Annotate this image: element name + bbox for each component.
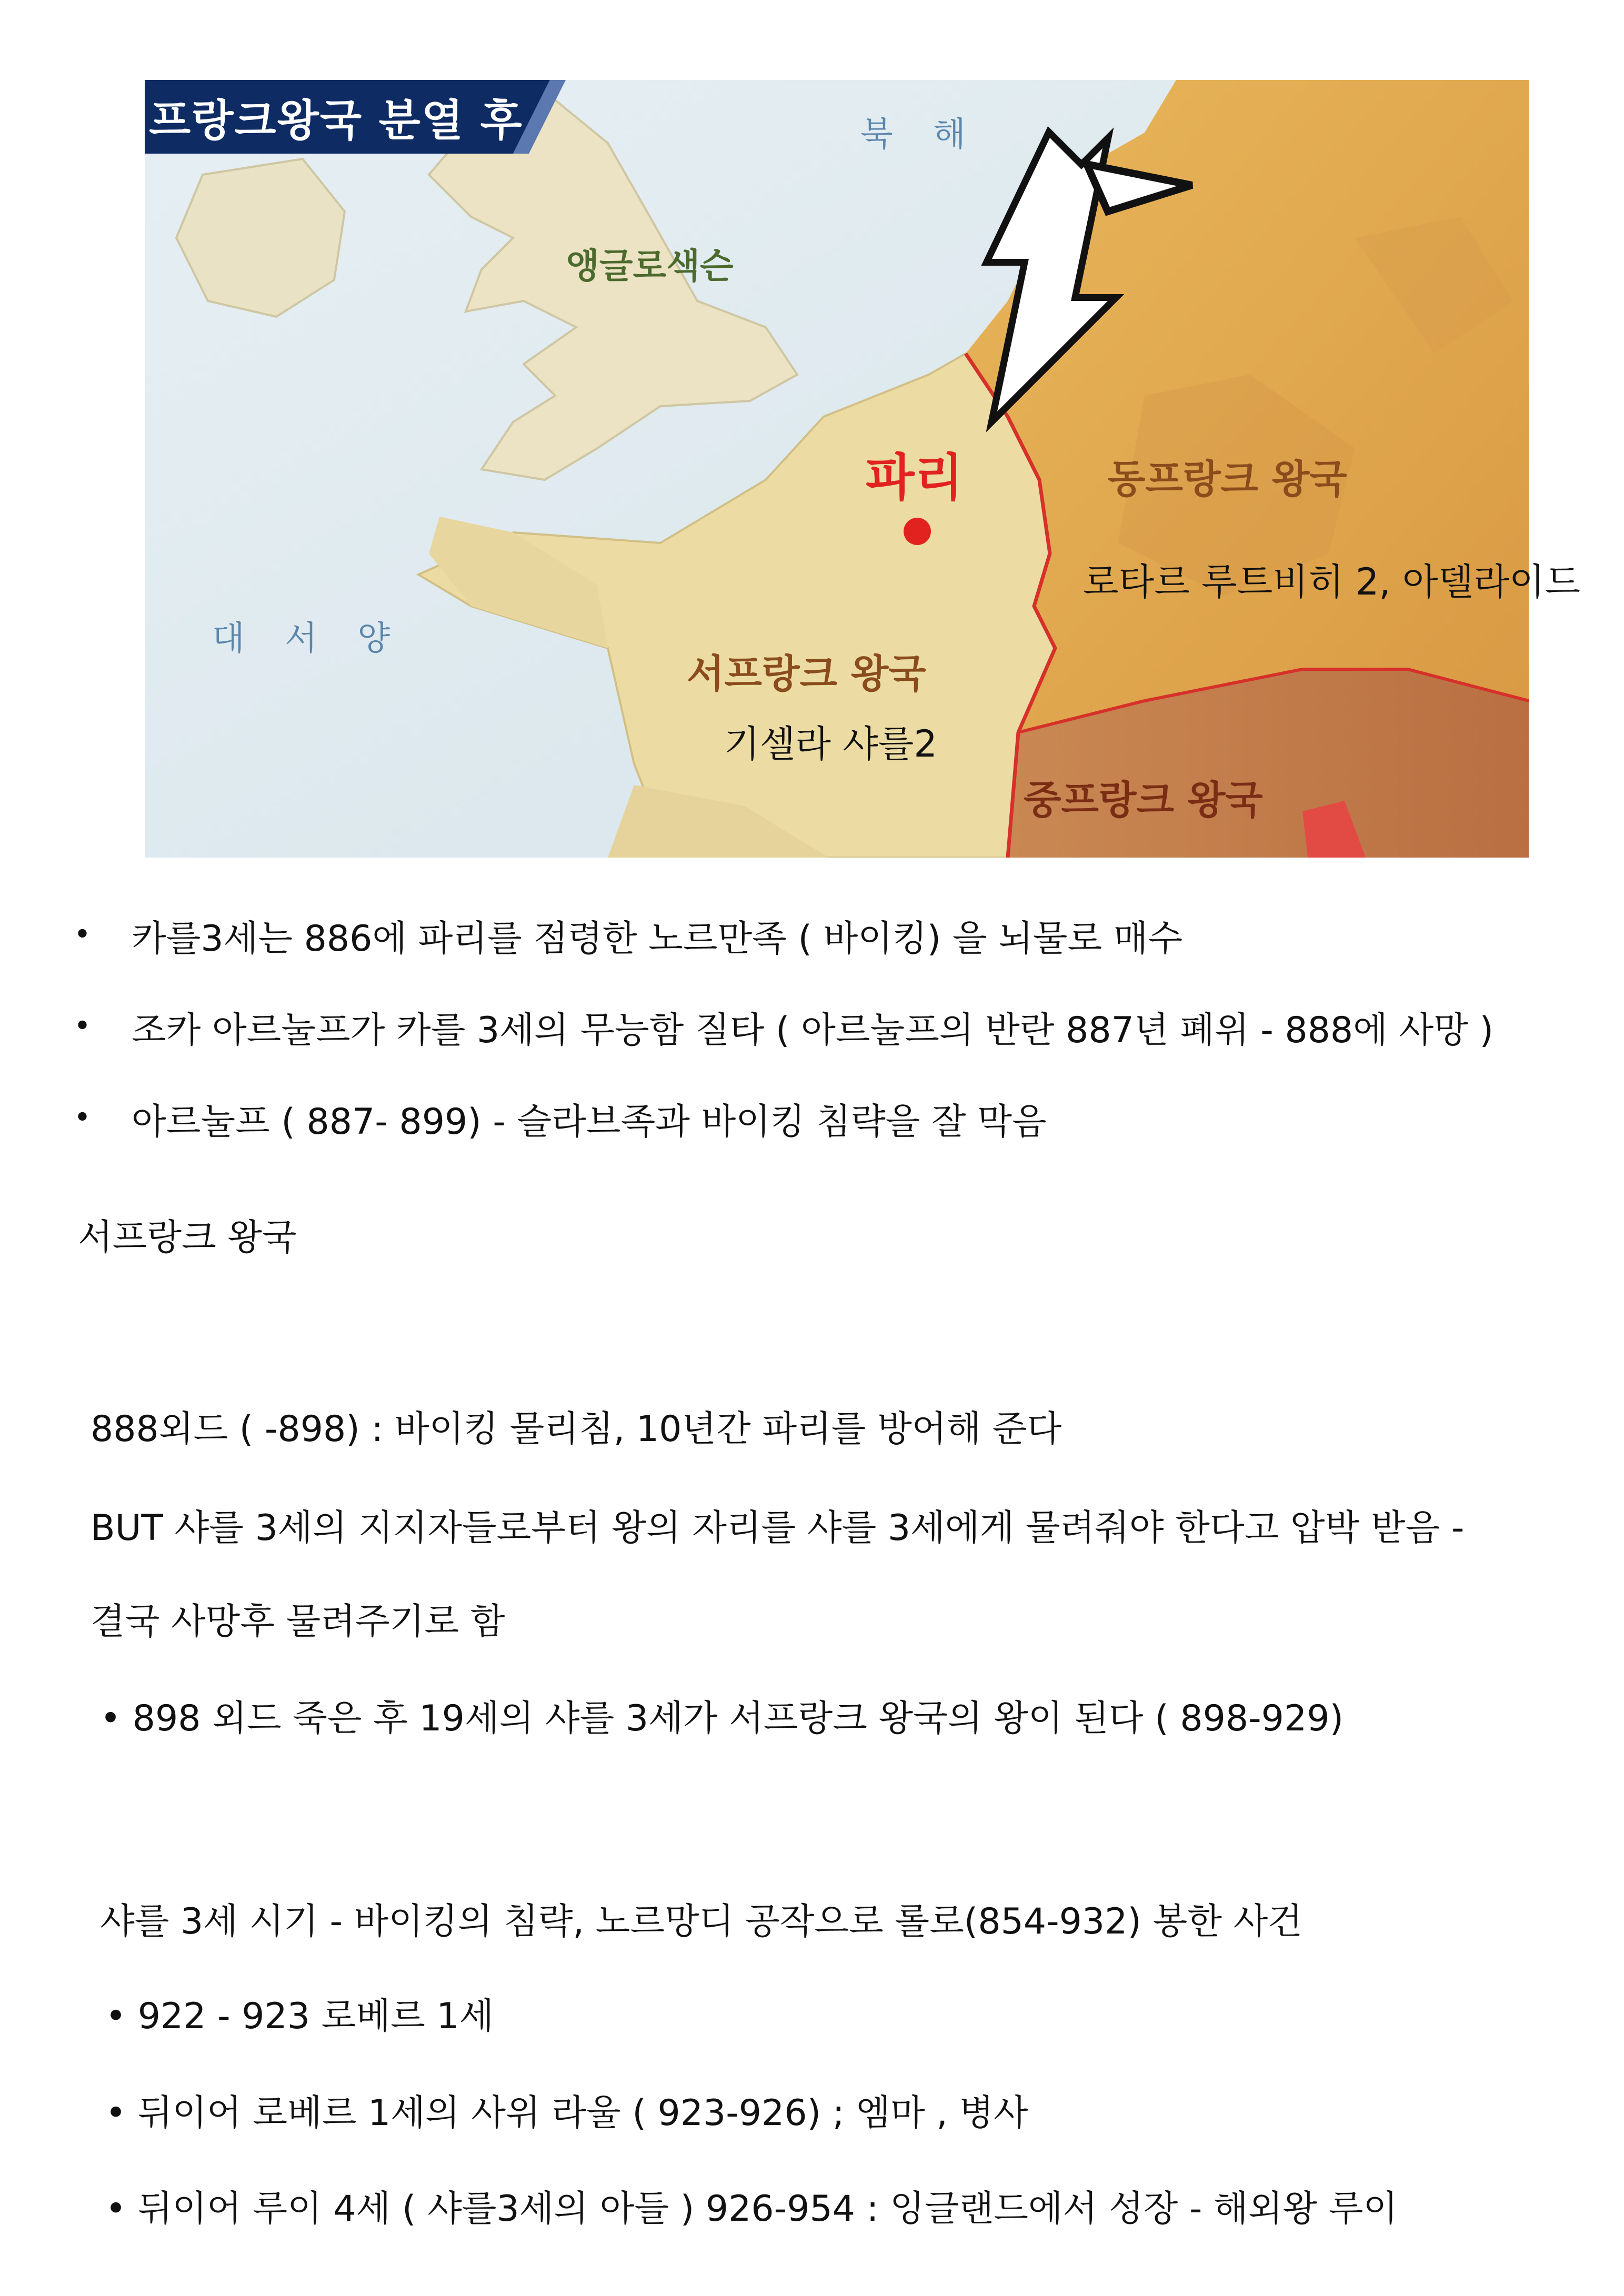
paragraph-line: 결국 사망후 물려주기로 함: [91, 1601, 505, 1643]
map-title: 프랑크왕국 분열 후: [149, 96, 523, 146]
east-frank-note: 로타르 루트비히 2, 아델라이드: [1083, 560, 1580, 603]
bullet-dot: •: [74, 1101, 92, 1135]
east-frank-label: 동프랑크 왕국: [1108, 457, 1347, 502]
paragraph-line: BUT 샤를 3세의 지지자들로부터 왕의 자리를 샤를 3세에게 물려줘야 한다고 압박 받음 -: [91, 1507, 1465, 1549]
middle-frank-label: 중프랑크 왕국: [1024, 778, 1263, 823]
west-frank-note: 기셀라 샤를2: [724, 722, 937, 766]
west-frank-label: 서프랑크 왕국: [687, 651, 926, 697]
section-title: 서프랑크 왕국: [78, 1217, 297, 1258]
paragraph-line: 888외드 ( -898) : 바이킹 물리침, 10년간 파리를 방어해 준다: [91, 1408, 1062, 1450]
paragraph-line: • 뒤이어 루이 4세 ( 샤를3세의 아들 ) 926-954 : 잉글랜드에서 성장 - 해외왕 루이: [105, 2188, 1398, 2230]
paragraph-line: • 922 - 923 로베르 1세: [105, 1996, 494, 2037]
bullet-dot: •: [74, 1009, 92, 1043]
bullet-text-2: 조카 아르눌프가 카를 3세의 무능함 질타 ( 아르눌프의 반란 887년 폐위 - 888에 사망 ): [132, 1010, 1494, 1051]
bullet-text-1: 카를3세는 886에 파리를 점령한 노르만족 ( 바이킹) 을 뇌물로 매수: [132, 918, 1183, 960]
anglo-saxon-label: 앵글로색슨: [566, 246, 734, 286]
bullet-text-3: 아르눌프 ( 887- 899) - 슬라브족과 바이킹 침략을 잘 막음: [132, 1101, 1047, 1143]
paragraph-line: • 뒤이어 로베르 1세의 사위 라울 ( 923-926) ; 엠마 , 병사: [105, 2092, 1028, 2134]
paragraph-line: • 898 외드 죽은 후 19세의 샤를 3세가 서프랑크 왕국의 왕이 된다 ( 898-929): [100, 1698, 1344, 1739]
paris-label: 파리: [866, 448, 964, 507]
paragraph-line: 샤를 3세 시기 - 바이킹의 침략, 노르망디 공작으로 롤로(854-932) 봉한 사건: [100, 1901, 1302, 1942]
bullet-dot: •: [74, 918, 92, 952]
atlantic-label: 대 서 양: [212, 619, 405, 658]
north-sea-label: 북 해: [860, 115, 980, 154]
